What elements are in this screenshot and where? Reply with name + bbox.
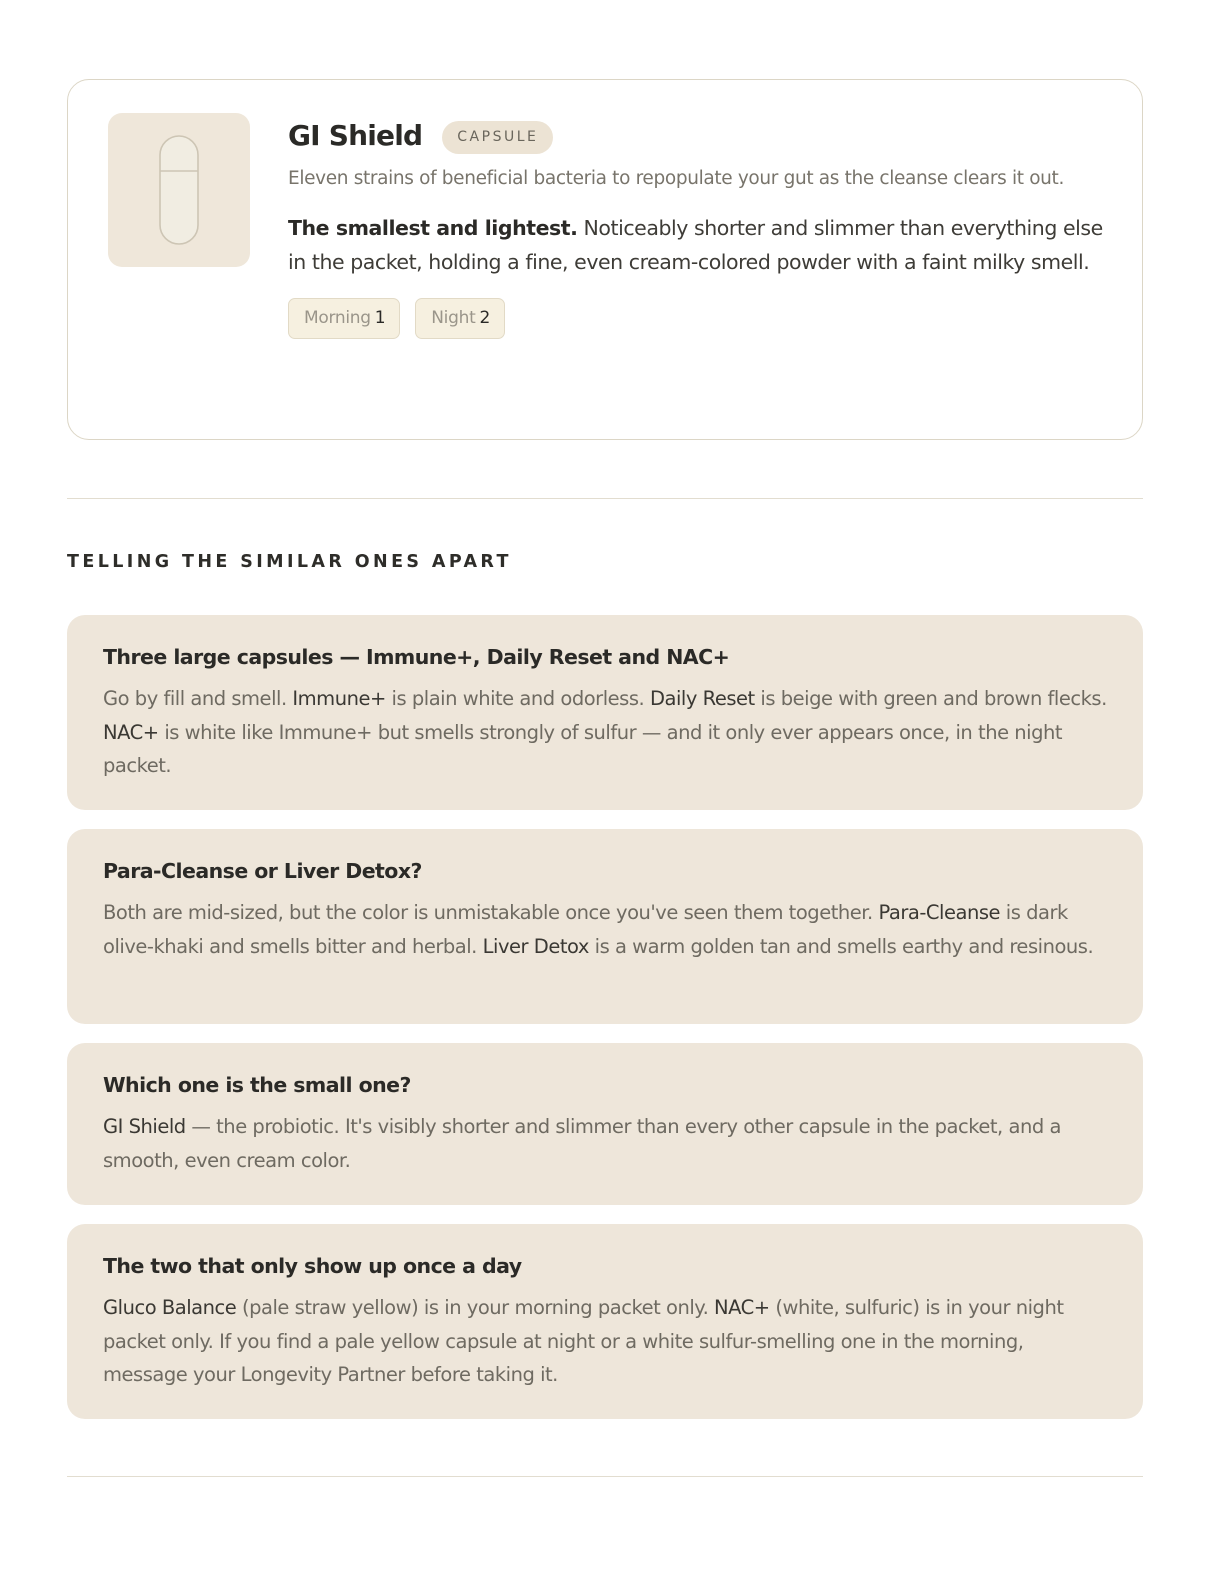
tip-body [103, 1110, 1107, 1177]
dose-label: Morning [304, 308, 371, 328]
supplement-name: NAC+ [714, 1296, 770, 1319]
section-divider-top [67, 498, 1143, 499]
supplement-name: Gluco Balance [103, 1296, 237, 1319]
supplement-name: Daily Reset [649, 687, 755, 710]
tip-text: (pale straw yellow) is in your morning packet only. [236, 1296, 715, 1319]
section-heading: TELLING THE SIMILAR ONES APART [67, 552, 512, 572]
dose-label: Night [431, 308, 476, 328]
description-highlight: The smallest and lightest. [288, 216, 578, 240]
tip-card [67, 1224, 1143, 1419]
tip-body [103, 682, 1107, 783]
product-subtitle: Eleven strains of beneficial bacteria to repopulate your gut as the cleanse clears it out. [288, 168, 1064, 189]
description-text: Noticeably shorter and slimmer than everything else in the packet, holding a fine, even cream-colored powder with a faint milky smell. [288, 216, 1103, 274]
tip-text: is plain white and odorless. [385, 687, 650, 710]
tip-card [67, 829, 1143, 1024]
dose-count: 2 [479, 308, 490, 328]
tip-text: Both are mid-sized, but the color is unmistakable once you've seen them together. [103, 901, 879, 924]
tip-title: Which one is the small one? [103, 1073, 411, 1097]
product-details [288, 114, 1108, 339]
product-title-row [288, 114, 1108, 156]
dose-count: 1 [374, 308, 386, 328]
dose-chip-morning [288, 298, 400, 339]
product-card [67, 79, 1143, 440]
tip-title: The two that only show up once a day [103, 1254, 522, 1278]
tip-text: (white, sulfuric) is in your night packet only. If you find a pale yellow capsule at night or a white sulfur-smelling one in the morning, message your Longevity Partner before taking it. [103, 1296, 1064, 1386]
tip-title: Para-Cleanse or Liver Detox? [103, 859, 422, 883]
product-description [288, 211, 1108, 279]
tip-body [103, 1291, 1107, 1392]
dose-chip-night [415, 298, 505, 339]
tip-card [67, 615, 1143, 810]
tip-body [103, 896, 1107, 963]
capsule-thumbnail [108, 113, 250, 267]
tip-text: — the probiotic. It's visibly shorter and slimmer than every other capsule in the packet, and a smooth, even cream color. [103, 1115, 1061, 1172]
form-badge: CAPSULE [442, 121, 553, 154]
supplement-name: GI Shield [103, 1115, 186, 1138]
tip-text: is white like Immune+ but smells strongly of sulfur — and it only ever appears once, in the night packet. [103, 720, 1063, 777]
tip-text: is dark olive-khaki and smells bitter and herbal. [103, 901, 1068, 958]
supplement-name: NAC+ [103, 720, 159, 744]
tip-text: is a warm golden tan and smells earthy and resinous. [588, 934, 1094, 958]
product-name: GI Shield [288, 118, 423, 152]
tip-text: Go by fill and smell. [103, 687, 293, 710]
supplement-name: Liver Detox [482, 934, 589, 958]
section-divider-bottom [67, 1476, 1143, 1477]
capsule-icon [108, 113, 250, 267]
tip-card [67, 1043, 1143, 1205]
tip-text: is beige with green and brown flecks. [754, 687, 1107, 710]
supplement-name: Immune+ [292, 687, 386, 710]
supplement-name: Para-Cleanse [878, 901, 1001, 924]
tip-title: Three large capsules — Immune+, Daily Reset and NAC+ [103, 645, 730, 669]
dose-chips [288, 298, 1108, 339]
